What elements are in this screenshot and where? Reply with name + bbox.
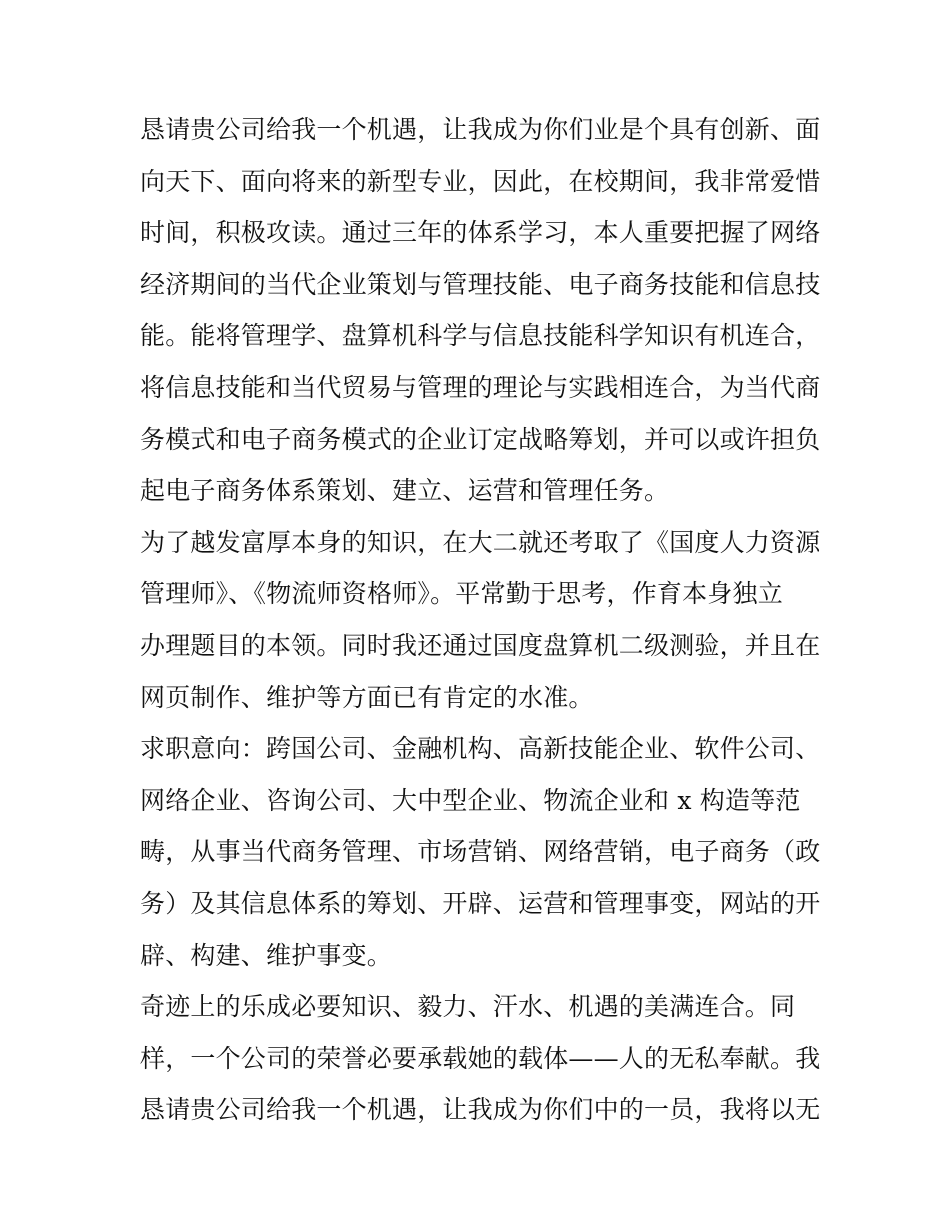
- text-line: 恳请贵公司给我一个机遇，让我成为你们业是个具有创新、面: [140, 115, 821, 144]
- document-body: [140, 104, 820, 1136]
- text-line: 网络企业、咨询公司、大中型企业、物流企业和 x 构造等范: [140, 785, 801, 815]
- text-line: 向天下、面向将来的新型专业，因此，在校期间，我非常爱惜: [140, 166, 821, 196]
- text-line: 办理题目的本领。同时我还通过国度盘算机二级测验，并且在: [140, 630, 821, 660]
- text-line: 将信息技能和当代贸易与管理的理论与实践相连合，为当代商: [140, 372, 821, 402]
- text-line: 务）及其信息体系的筹划、开辟、运营和管理事变，网站的开: [140, 888, 821, 918]
- text-line: 为了越发富厚本身的知识，在大二就还考取了《国度人力资源: [140, 527, 821, 557]
- text-line: 求职意向：跨国公司、金融机构、高新技能企业、软件公司、: [140, 734, 821, 764]
- text-line: 辟、构建、维护事变。: [140, 940, 393, 970]
- text-line: 畴，从事当代商务管理、市场营销、网络营销，电子商务（政: [140, 837, 821, 867]
- text-line: 网页制作、维护等方面已有肯定的水准。: [140, 682, 594, 712]
- text-line: 管理师》、《物流师资格师》。平常勤于思考，作育本身独立: [140, 579, 783, 609]
- text-line: 样，一个公司的荣誉必要承载她的载体——人的无私奉献。我: [140, 1043, 821, 1073]
- text-line: 奇迹上的乐成必要知识、毅力、汗水、机遇的美满连合。同: [140, 992, 796, 1022]
- text-line: 起电子商务体系策划、建立、运营和管理任务。: [140, 476, 670, 506]
- text-line: 恳请贵公司给我一个机遇，让我成为你们中的一员，我将以无: [140, 1095, 821, 1125]
- text-line: 务模式和电子商务模式的企业订定战略筹划，并可以或许担负: [140, 424, 821, 454]
- text-line: 经济期间的当代企业策划与管理技能、电子商务技能和信息技: [140, 269, 821, 299]
- text-line: 能。能将管理学、盘算机科学与信息技能科学知识有机连合，: [140, 321, 821, 351]
- text-line: 时间，积极攻读。通过三年的体系学习，本人重要把握了网络: [140, 218, 821, 248]
